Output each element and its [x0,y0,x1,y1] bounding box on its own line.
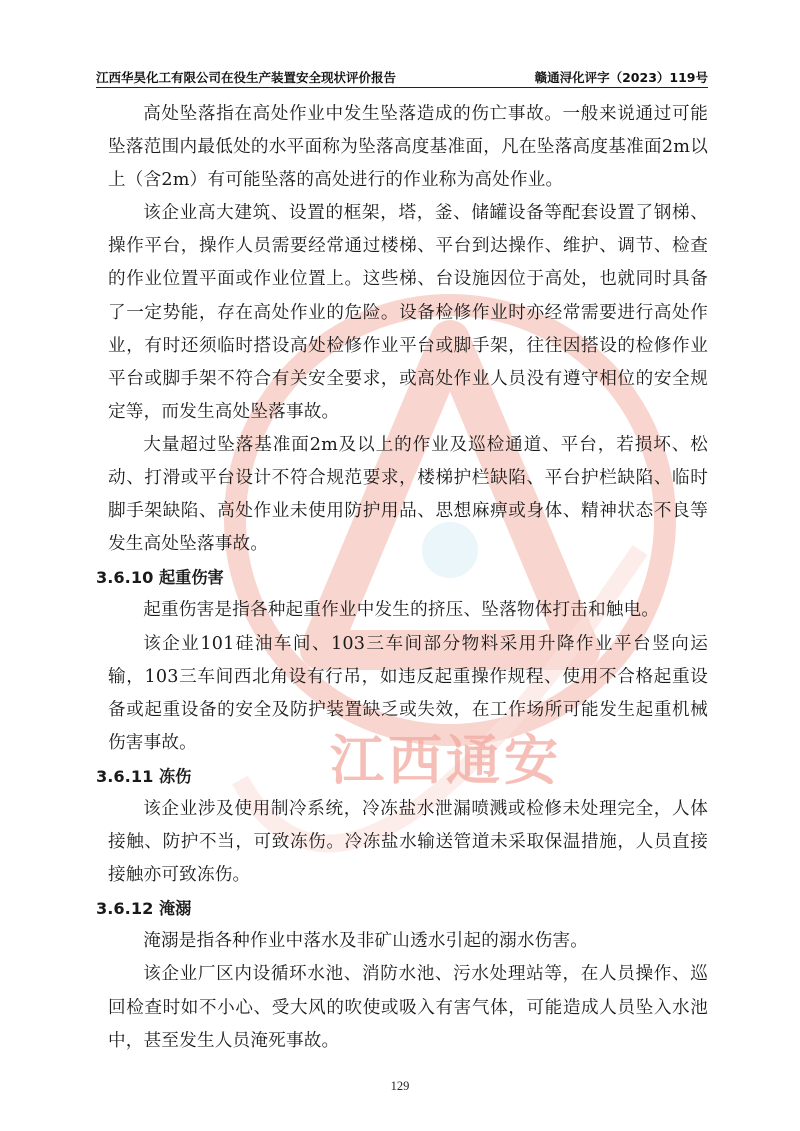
header-report-number: 赣通浔化评字（2023）119号 [534,70,708,85]
paragraph: 该企业涉及使用制冷系统，冷冻盐水泄漏喷溅或检修未处理完全，人体接触、防护不当，可致冻伤。冷冻盐水输送管道未采取保温措施，人员直接接触亦可致冻伤。 [108,798,708,886]
paragraph: 起重伤害是指各种起重作业中发生的挤压、坠落物体打击和触电。 [143,600,660,621]
paragraph: 大量超过坠落基准面2m及以上的作业及巡检通道、平台，若损坏、松动、打滑或平台设计不符合规范要求，楼梯护栏缺陷、平台护栏缺陷、临时脚手架缺陷、高处作业未使用防护用品、思想麻痹或身体、精神状态不良等发生高处坠落事故。 [108,434,708,555]
watermark-company-text: 江西通安 [330,729,562,792]
section-heading: 3.6.12 淹溺 [96,899,192,919]
paragraph: 高处坠落指在高处作业中发生坠落造成的伤亡事故。一般来说通过可能坠落范围内最低处的水平面称为坠落高度基准面，凡在坠落高度基准面2m以上（含2m）有可能坠落的高处进行的作业称为高处作业。 [108,104,708,191]
document-body [96,98,708,1058]
paragraph: 该企业厂区内设循环水池、消防水池、污水处理站等，在人员操作、巡回检查时如不小心、受大风的吹使或吸入有害气体，可能造成人员坠入水池中，甚至发生人员淹死事故。 [108,964,708,1051]
section-heading: 3.6.11 冻伤 [96,766,192,786]
paragraph: 淹溺是指各种作业中落水及非矿山透水引起的溺水伤害。 [143,931,589,952]
page-header [96,64,708,86]
header-report-title: 江西华昊化工有限公司在役生产装置安全现状评价报告 [96,70,397,85]
section-heading: 3.6.10 起重伤害 [96,568,224,588]
paragraph: 该企业101硅油车间、103三车间部分物料采用升降作业平台竖向运输，103三车间西北角设有行吊，如违反起重操作规程、使用不合格起重设备或起重设备的安全及防护装置缺乏或失效，在工作场所可能发生起重机械伤害事故。 [108,633,708,753]
paragraph: 该企业高大建筑、设置的框架，塔，釜、储罐设备等配套设置了钢梯、操作平台，操作人员需要经常通过楼梯、平台到达操作、维护、调节、检查的作业位置平面或作业位置上。这些梯、台设施因位于高处，也就同时具备了一定势能，存在高处作业的危险。设备检修作业时亦经常需要进行高处作业，有时还须临时搭设高处检修作业平台或脚手架，往往因搭设的检修作业平台或脚手架不符合有关安全要求，或高处作业人员没有遵守相位的安全规定等，而发生高处坠落事故。 [108,203,708,422]
header-divider [96,87,708,88]
page-number: 129 [390,1079,410,1093]
